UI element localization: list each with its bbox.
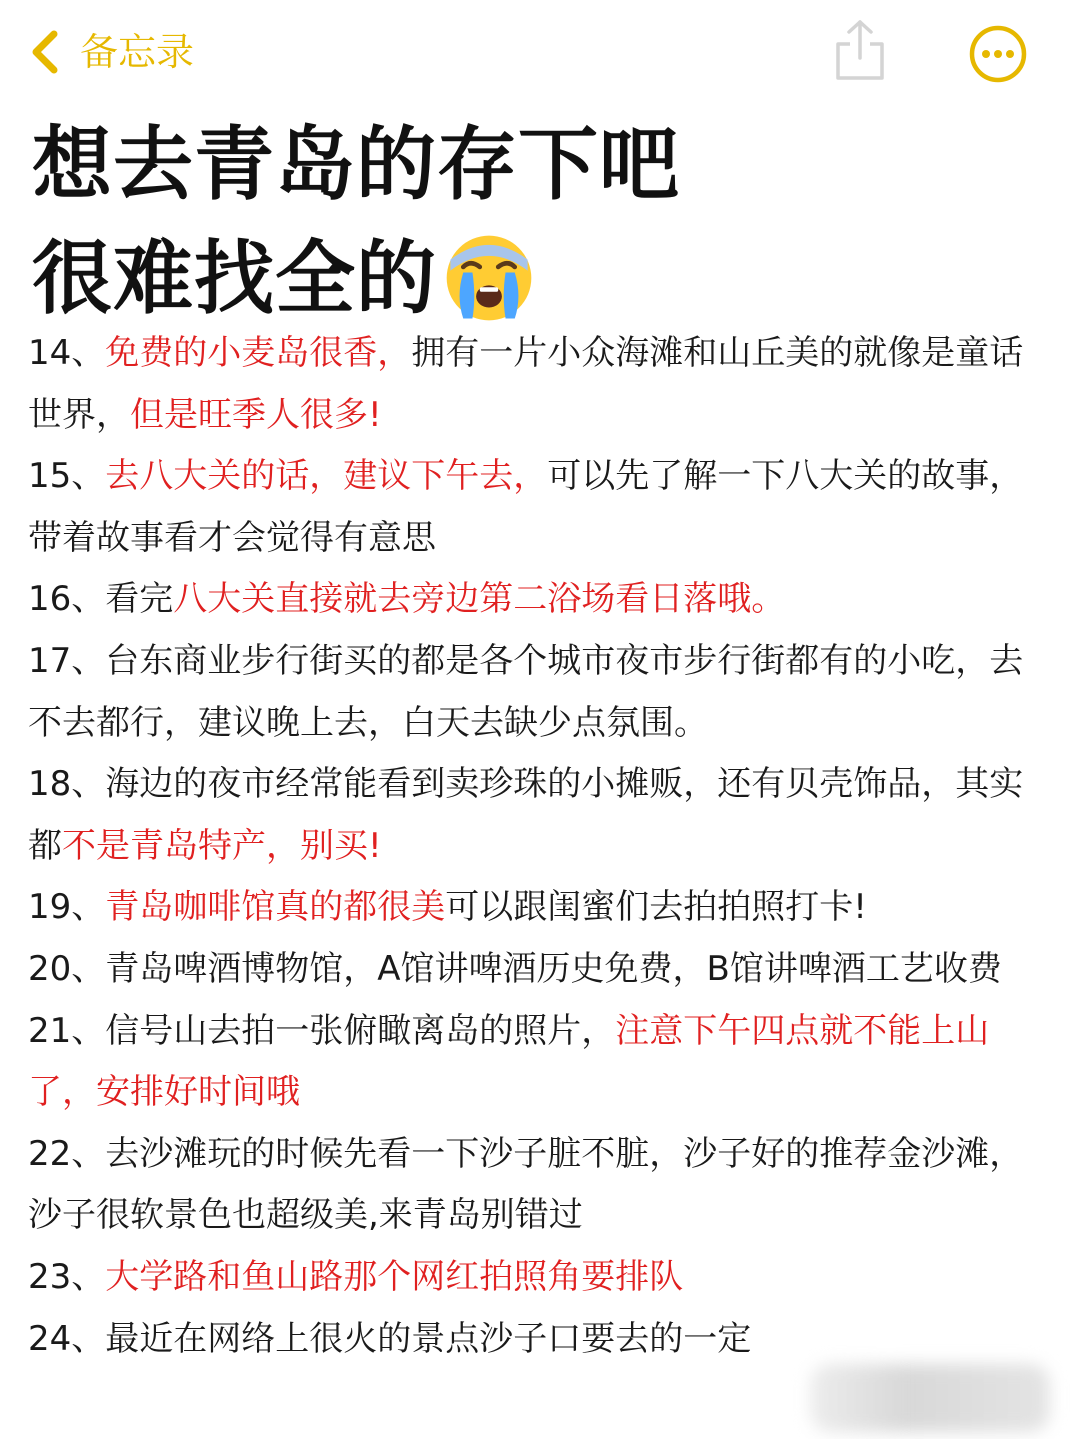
tip-number: 20、 — [28, 948, 106, 989]
tip-item — [28, 631, 1052, 754]
back-label: 备忘录 — [80, 30, 195, 74]
tip-item — [28, 1124, 1052, 1247]
tip-text: 可以先了解一下八大关的故事，带着故事看才会觉得有意思 — [28, 456, 1024, 558]
tip-highlight-text: 但是旺季人很多! — [130, 394, 382, 435]
tip-highlight-text: 八大关直接就去旁边第二浴场看日落哦。 — [173, 579, 786, 620]
tip-item — [28, 939, 1052, 1001]
tip-text: 最近在网络上很火的景点沙子口要去的一定 — [105, 1318, 752, 1359]
tip-text: 拥有一片小众海滩和山丘美的就像是童话世界， — [28, 333, 1024, 435]
tip-text: 青岛啤酒博物馆，A馆讲啤酒历史免费，B馆讲啤酒工艺收费 — [105, 948, 1002, 989]
tip-item — [28, 754, 1052, 877]
tip-highlight-text: 免费的小麦岛很香， — [105, 333, 412, 373]
tip-text: 去沙滩玩的时候先看一下沙子脏不脏，沙子好的推荐金沙滩，沙子很软景色也超级美,来青岛别错过 — [28, 1133, 1024, 1236]
tip-item — [28, 323, 1052, 446]
crying-face-icon — [443, 232, 535, 324]
tip-text: 台东商业步行街买的都是各个城市夜市步行街都有的小吃，去不去都行，建议晚上去，白天去缺少点氛围。 — [28, 640, 1024, 743]
note-title-line-2-text: 很难找全的 — [32, 232, 437, 325]
note-title-line-1: 想去青岛的存下吧 — [32, 118, 680, 211]
tip-text: 海边的夜市经常能看到卖珍珠的小摊贩，还有贝壳饰品，其实都 — [28, 764, 1024, 866]
tip-number: 23、 — [28, 1256, 106, 1297]
navigation-bar — [0, 0, 1080, 105]
tip-number: 21、 — [28, 1010, 106, 1051]
note-title-line-2 — [32, 222, 1032, 336]
tip-highlight-text: 大学路和鱼山路那个网红拍照角要排队 — [105, 1256, 684, 1297]
tip-highlight-text: 青岛咖啡馆真的都很美 — [105, 887, 446, 928]
tip-highlight-text: 注意下午四点就不能上山了，安排好时间哦 — [28, 1010, 990, 1113]
more-button[interactable] — [968, 24, 1028, 84]
tip-item — [28, 1247, 1052, 1309]
tip-highlight-text: 不是青岛特产，别买! — [62, 825, 382, 866]
back-button[interactable] — [28, 24, 194, 80]
tip-text: 信号山去拍一张俯瞰离岛的照片， — [105, 1010, 616, 1051]
tip-number: 14、 — [28, 333, 106, 373]
note-title — [32, 108, 1032, 336]
tip-number: 16、 — [28, 579, 106, 620]
tip-number: 19、 — [28, 887, 106, 928]
tip-item — [28, 569, 1052, 631]
chevron-left-icon — [28, 28, 62, 76]
tip-item — [28, 1001, 1052, 1124]
tip-number: 24、 — [28, 1318, 106, 1359]
blurred-overlay — [810, 1364, 1050, 1432]
tip-item — [28, 446, 1052, 569]
tip-text: 可以跟闺蜜们去拍拍照打卡! — [445, 887, 867, 928]
note-body[interactable] — [28, 323, 1052, 1370]
share-button[interactable] — [832, 18, 888, 82]
ellipsis-circle-icon — [968, 24, 1028, 84]
share-icon — [832, 18, 888, 82]
tip-number: 17、 — [28, 640, 106, 681]
tip-text: 看完 — [105, 579, 174, 620]
tip-item — [28, 877, 1052, 939]
tip-number: 18、 — [28, 764, 106, 805]
tip-number: 22、 — [28, 1133, 106, 1174]
tip-number: 15、 — [28, 456, 106, 497]
tip-item — [28, 1309, 1052, 1371]
tip-highlight-text: 去八大关的话，建议下午去， — [105, 456, 548, 497]
